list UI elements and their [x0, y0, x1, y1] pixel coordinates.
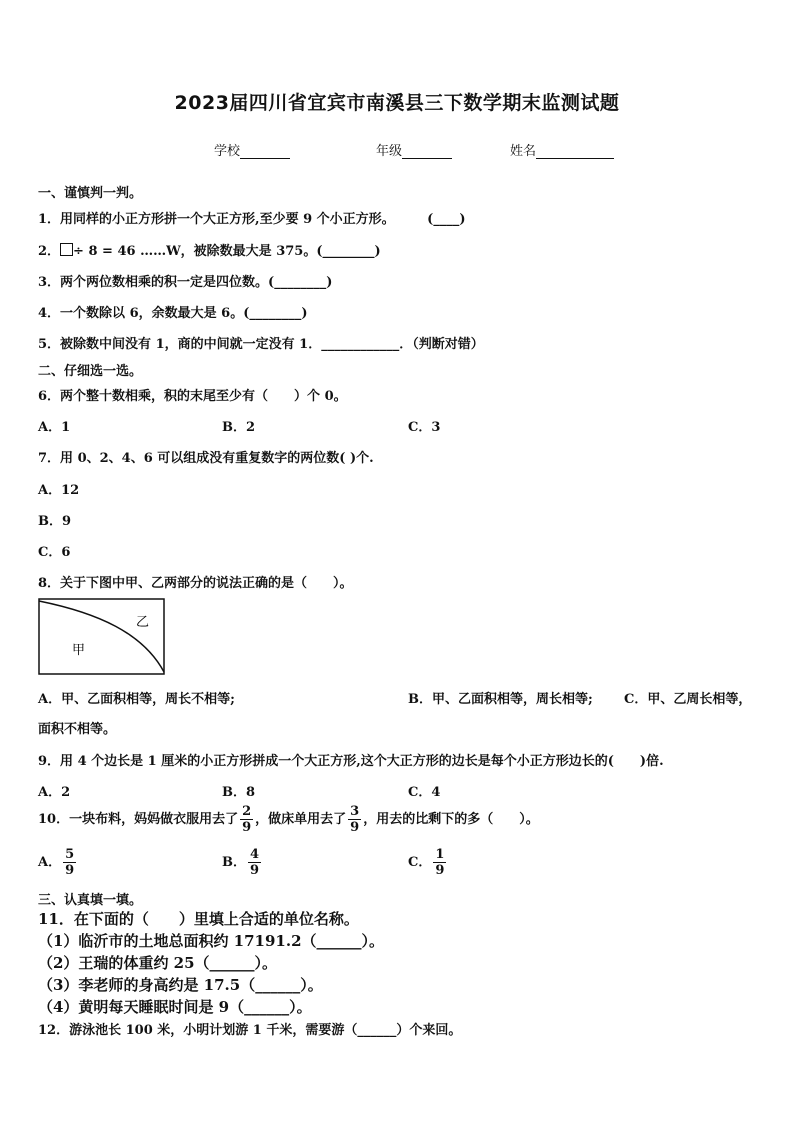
fraction-denominator: 9: [435, 863, 445, 878]
fraction-3-9: [348, 804, 361, 835]
question-1: 1．用同样的小正方形拼一个大正方形,至少要 9 个小正方形。 (____): [38, 212, 466, 227]
question-6-option-b[interactable]: B．2: [222, 420, 256, 435]
question-10-option-c[interactable]: [408, 847, 448, 878]
question-7-option-b[interactable]: B．9: [38, 514, 72, 529]
section-2-heading: 二、仔细选一选。: [38, 364, 143, 379]
question-6-option-c[interactable]: C．3: [408, 420, 441, 435]
school-label: 学校: [214, 144, 241, 159]
question-11-item-3: （3）李老师的身高约是 17.5（______）。: [38, 976, 323, 994]
question-11: 11．在下面的（ ）里填上合适的单位名称。: [38, 910, 359, 928]
question-6: 6．两个整十数相乘，积的末尾至少有（ ）个 0。: [38, 389, 347, 404]
fraction-numerator: 1: [435, 847, 445, 862]
option-label: C．: [408, 855, 432, 870]
question-2: [38, 240, 381, 259]
option-label: B．: [222, 855, 246, 870]
question-10-part-2: ，做床单用去了: [255, 812, 347, 827]
question-9-option-b[interactable]: B．8: [222, 785, 256, 800]
name-label: 姓名: [510, 144, 537, 159]
question-10-option-b[interactable]: [222, 847, 263, 878]
question-8: 8．关于下图中甲、乙两部分的说法正确的是（ ）。: [38, 576, 353, 591]
dividend-box-icon: [60, 243, 73, 256]
figure-label-yi: 乙: [136, 615, 150, 630]
fraction-denominator: 9: [250, 863, 260, 878]
question-11-item-2: （2）王瑞的体重约 25（______）。: [38, 954, 278, 972]
option-fraction: [248, 847, 261, 878]
name-field[interactable]: [510, 140, 614, 159]
figure-rectangle: [39, 599, 164, 674]
fraction-denominator: 9: [350, 820, 360, 835]
fraction-numerator: 5: [65, 847, 75, 862]
grade-field[interactable]: [376, 140, 452, 159]
question-6-option-a[interactable]: A．1: [38, 420, 71, 435]
question-12: 12．游泳池长 100 米，小明计划游 1 千米，需要游（______）个来回。: [38, 1023, 462, 1038]
figure-label-jia: 甲: [72, 643, 86, 658]
fraction-numerator: 4: [250, 847, 260, 862]
question-8-option-a[interactable]: A．甲、乙面积相等，周长不相等;: [38, 692, 235, 707]
fraction-numerator: 2: [242, 804, 252, 819]
question-11-item-4: （4）黄明每天睡眠时间是 9（______）。: [38, 998, 312, 1016]
question-7-option-c[interactable]: C．6: [38, 545, 71, 560]
section-3-heading: 三、认真填一填。: [38, 893, 143, 908]
school-blank[interactable]: [240, 144, 290, 159]
figure-curve: [39, 601, 164, 672]
grade-blank[interactable]: [402, 144, 452, 159]
question-2-text: ÷ 8 = 46 ……W，被除数最大是 375。(________): [73, 244, 381, 259]
question-3: 3．两个两位数相乘的积一定是四位数。(________): [38, 275, 333, 290]
question-9-option-c[interactable]: C．4: [408, 785, 441, 800]
option-fraction: [433, 847, 446, 878]
question-9-option-a[interactable]: A．2: [38, 785, 71, 800]
fraction-numerator: 3: [350, 804, 360, 819]
question-8-option-c[interactable]: C．甲、乙周长相等，: [624, 692, 752, 707]
grade-label: 年级: [376, 144, 403, 159]
page-title: 2023届四川省宜宾市南溪县三下数学期末监测试题: [174, 92, 620, 114]
fraction-denominator: 9: [65, 863, 75, 878]
question-8-option-c-cont: 面积不相等。: [38, 722, 117, 737]
question-8-option-b[interactable]: B．甲、乙面积相等，周长相等;: [408, 692, 593, 707]
question-7: 7．用 0、2、4、6 可以组成没有重复数字的两位数( )个.: [38, 451, 374, 466]
question-7-option-a[interactable]: A．12: [38, 483, 80, 498]
school-field[interactable]: [214, 140, 290, 159]
question-4: 4．一个数除以 6，余数最大是 6。(________): [38, 306, 308, 321]
question-10: [38, 804, 539, 835]
section-1-heading: 一、谨慎判一判。: [38, 186, 143, 201]
option-fraction: [63, 847, 76, 878]
question-5: 5．被除数中间没有 1，商的中间就一定没有 1．____________．（判断对错）: [38, 337, 484, 352]
question-2-number: 2．: [38, 244, 61, 259]
option-label: A．: [38, 855, 62, 870]
fraction-denominator: 9: [242, 820, 252, 835]
question-9: 9．用 4 个边长是 1 厘米的小正方形拼成一个大正方形,这个大正方形的边长是每个小正方形边长的( )倍.: [38, 754, 664, 769]
question-8-figure: [38, 598, 166, 676]
question-11-item-1: （1）临沂市的土地总面积约 17191.2（______）。: [38, 932, 385, 950]
name-blank[interactable]: [536, 144, 614, 159]
fraction-2-9: [240, 804, 253, 835]
question-10-part-1: 10．一块布料，妈妈做衣服用去了: [38, 812, 239, 827]
question-10-part-3: ，用去的比剩下的多（ ）。: [363, 812, 539, 827]
question-10-option-a[interactable]: [38, 847, 78, 878]
